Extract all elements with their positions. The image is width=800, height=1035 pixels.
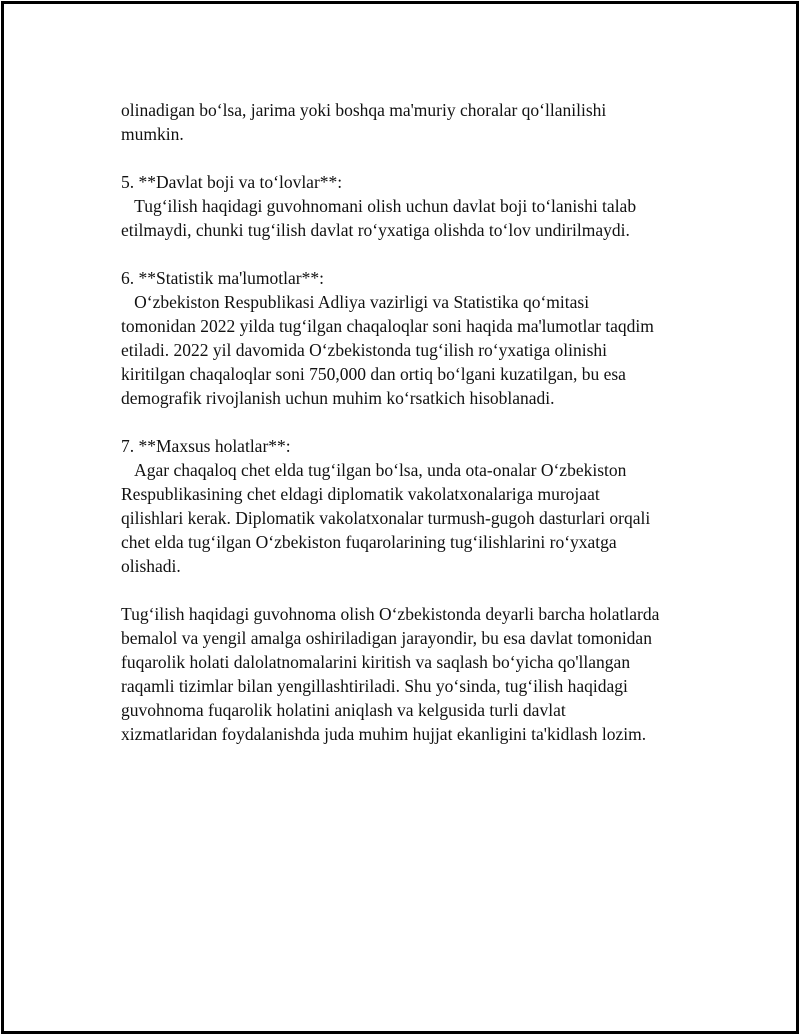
text-line: etilmaydi, chunki tug‘ilish davlat ro‘yxatiga olishda to‘lov undirilmaydi. bbox=[121, 220, 630, 240]
section-heading: 6. **Statistik ma'lumotlar**: bbox=[121, 268, 324, 288]
text-line: bemalol va yengil amalga oshiriladigan jarayondir, bu esa davlat tomonidan bbox=[121, 628, 652, 648]
text-line: fuqarolik holati dalolatnomalarini kiritish va saqlash bo‘yicha qo'llangan bbox=[121, 652, 631, 672]
document-body bbox=[121, 98, 701, 746]
text-line: xizmatlaridan foydalanishda juda muhim hujjat ekanligini ta'kidlash lozim. bbox=[121, 724, 647, 744]
paragraph-gap bbox=[121, 242, 701, 266]
text-line: guvohnoma fuqarolik holatini aniqlash va kelgusida turli davlat bbox=[121, 700, 566, 720]
text-line: mumkin. bbox=[121, 124, 184, 144]
text-line: olinadigan bo‘lsa, jarima yoki boshqa ma'muriy choralar qo‘llanilishi bbox=[121, 100, 607, 120]
text-line: Tug‘ilish haqidagi guvohnoma olish O‘zbekistonda deyarli barcha holatlarda bbox=[121, 604, 660, 624]
text-line: demografik rivojlanish uchun muhim ko‘rsatkich hisoblanadi. bbox=[121, 388, 555, 408]
text-line: kiritilgan chaqaloqlar soni 750,000 dan ortiq bo‘lgani kuzatilgan, bu esa bbox=[121, 364, 626, 384]
paragraph-gap bbox=[121, 146, 701, 170]
text-line: tomonidan 2022 yilda tug‘ilgan chaqaloqlar soni haqida ma'lumotlar taqdim bbox=[121, 316, 654, 336]
text-line: raqamli tizimlar bilan yengillashtiriladi. Shu yo‘sinda, tug‘ilish haqidagi bbox=[121, 676, 628, 696]
text-line: olishadi. bbox=[121, 556, 181, 576]
text-line: Agar chaqaloq chet elda tug‘ilgan bo‘lsa, unda ota-onalar O‘zbekiston bbox=[121, 460, 627, 480]
text-line: O‘zbekiston Respublikasi Adliya vazirligi va Statistika qo‘mitasi bbox=[121, 292, 590, 312]
conclusion-paragraph bbox=[121, 602, 701, 746]
section-5-state-fee bbox=[121, 170, 701, 242]
section-7-special-cases bbox=[121, 434, 701, 578]
text-line: Tug‘ilish haqidagi guvohnomani olish uchun davlat boji to‘lanishi talab bbox=[121, 196, 637, 216]
text-line: chet elda tug‘ilgan O‘zbekiston fuqarolarining tug‘ilishlarini ro‘yxatga bbox=[121, 532, 617, 552]
paragraph-gap bbox=[121, 410, 701, 434]
paragraph-gap bbox=[121, 578, 701, 602]
section-6-statistics bbox=[121, 266, 701, 410]
page-frame bbox=[1, 1, 799, 1034]
section-heading: 7. **Maxsus holatlar**: bbox=[121, 436, 291, 456]
text-line: etiladi. 2022 yil davomida O‘zbekistonda tug‘ilish ro‘yxatiga olinishi bbox=[121, 340, 608, 360]
text-line: qilishlari kerak. Diplomatik vakolatxonalar turmush-gugoh dasturlari orqali bbox=[121, 508, 651, 528]
text-line: Respublikasining chet eldagi diplomatik vakolatxonalariga murojaat bbox=[121, 484, 600, 504]
section-heading: 5. **Davlat boji va to‘lovlar**: bbox=[121, 172, 343, 192]
paragraph-continuation bbox=[121, 98, 701, 146]
